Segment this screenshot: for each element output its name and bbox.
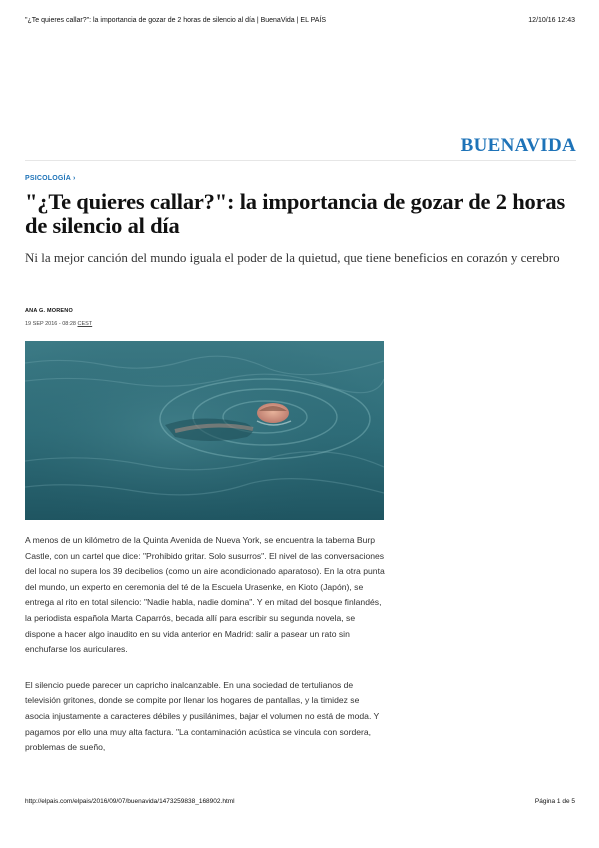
body-paragraph-1: A menos de un kilómetro de la Quinta Avenida de Nueva York, se encuentra la taberna Burp Castle, con un cartel que dice: "Prohibido gritar. Solo susurros". El nivel de las conversaciones del local no supera los 39 decibelios (como un aire acondicionado aparatoso). En la otra punta del mundo, un experto en ceremonia del té de la Escuela Urasenke, en Kioto (Japón), se entrega al rito en total silencio: "Nadie habla, nadie domina". Y en mitad del bosque finlandés, la periodista española Marta Caparrós, becada allí para escribir su segunda novela, se dispone a hacer algo inaudito en su vida anterior en Madrid: salir a pasear un rato sin enchufarse los auriculares. <box>25 535 385 655</box>
article-subheadline: Ni la mejor canción del mundo iguala el poder de la quietud, que tiene beneficios en corazón y cerebro <box>25 250 560 265</box>
article-headline: "¿Te quieres callar?": la importancia de gozar de 2 horas de silencio al día <box>25 189 566 238</box>
print-footer-page: Página 1 de 5 <box>534 798 575 805</box>
article-photo <box>25 341 384 520</box>
print-header-title: "¿Te quieres callar?": la importancia de gozar de 2 horas de silencio al día | BuenaVida | EL PAÍS <box>25 17 327 24</box>
print-header-datetime: 12/10/16 12:43 <box>528 17 575 24</box>
header-divider <box>25 160 576 161</box>
article-date <box>25 321 92 327</box>
article-author[interactable]: ANA G. MORENO <box>25 308 73 314</box>
article-kicker[interactable] <box>25 175 75 182</box>
article-body <box>25 533 385 776</box>
swimmer-in-water-image <box>25 341 384 520</box>
print-footer-url[interactable]: http://elpais.com/elpais/2016/09/07/buenavida/1473259838_168902.html <box>25 798 235 805</box>
body-paragraph-2: El silencio puede parecer un capricho inalcanzable. En una sociedad de tertulianos de televisión gritones, donde se compite por llenar los hogares de pantallas, y la timidez se asocia injustamente a caracteres débiles y pusilánimes, bajar el volumen no está de moda. Y pagamos por ello una muy alta factura. "La contaminación acústica se vincula con sordera, problemas de sueño, <box>25 679 380 753</box>
section-logo[interactable]: BUENAVIDA <box>460 135 576 156</box>
kicker-label: PSICOLOGÍA <box>25 175 71 182</box>
timezone: CEST <box>77 321 93 327</box>
date-text: 19 SEP 2016 - 08:28 <box>25 321 76 327</box>
chevron-right-icon: › <box>72 175 76 182</box>
